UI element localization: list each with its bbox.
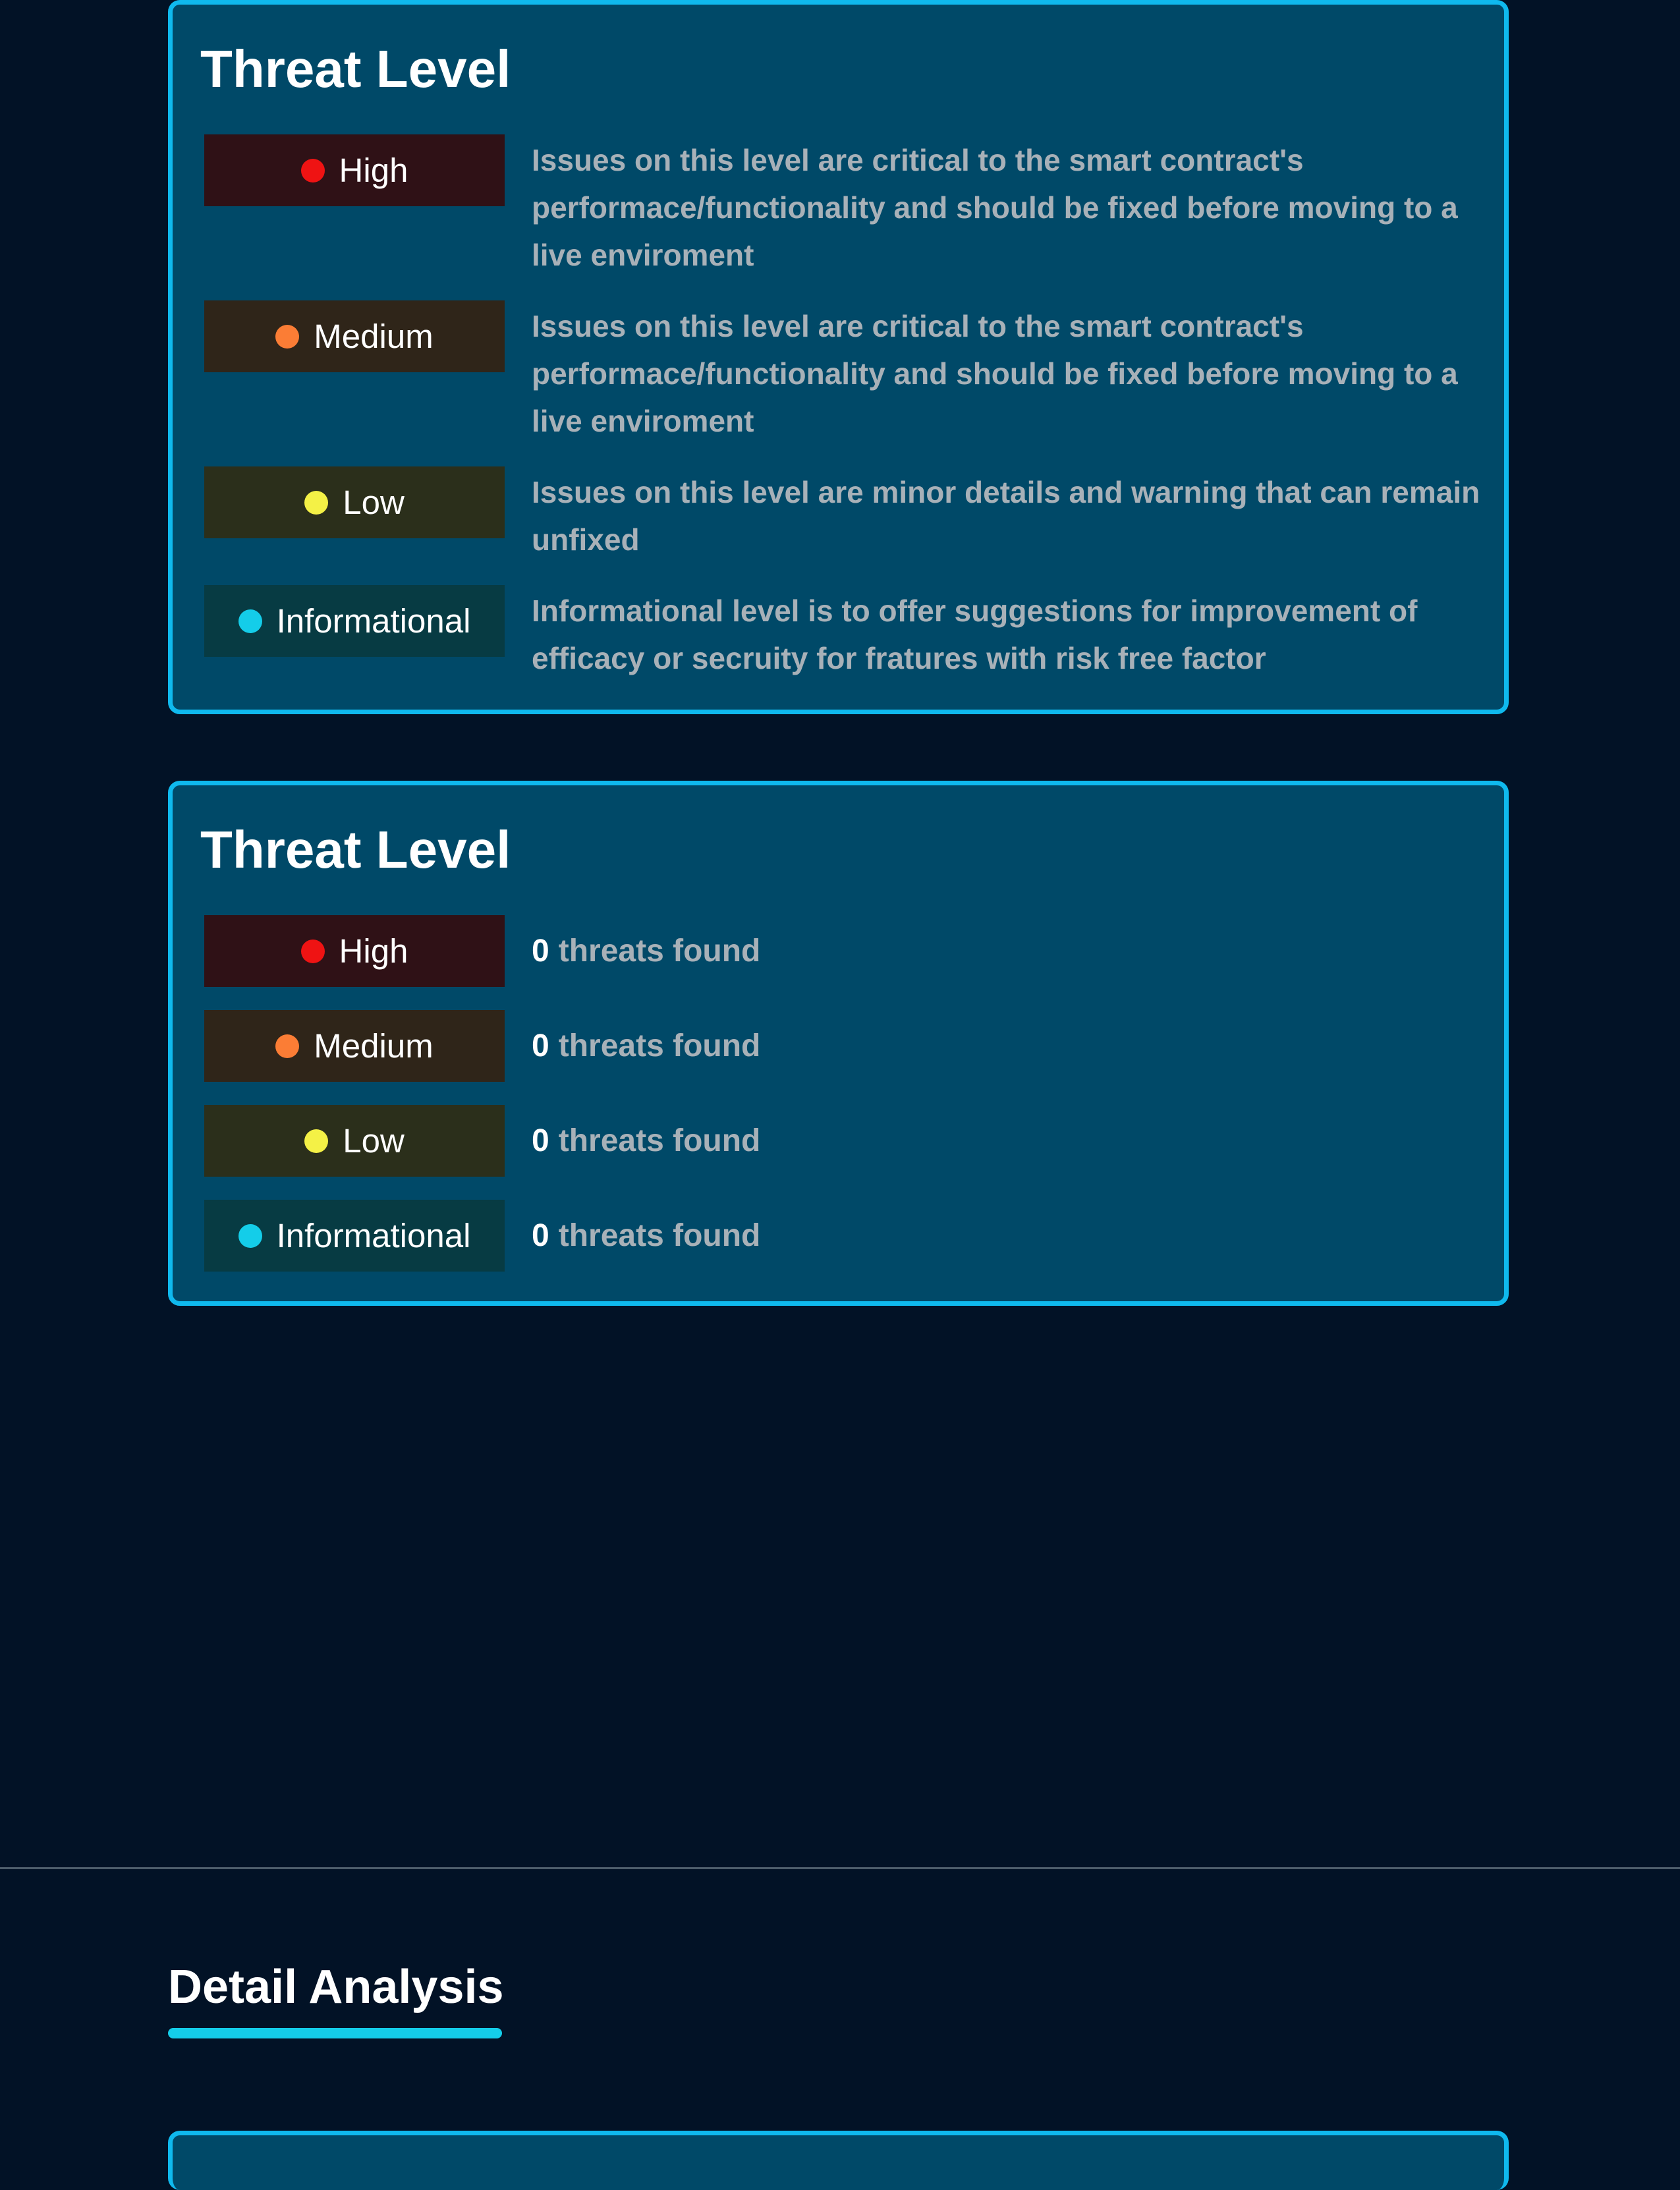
count-value: 0 bbox=[532, 1218, 549, 1253]
detail-analysis-card bbox=[168, 2131, 1509, 2190]
count-suffix: threats found bbox=[558, 1218, 761, 1253]
level-description-low: Issues on this level are minor details and warning that can remain unfixed bbox=[532, 475, 1480, 557]
badge-low bbox=[204, 466, 505, 538]
cyan-dot-icon bbox=[238, 1224, 262, 1248]
orange-dot-icon bbox=[275, 325, 299, 349]
badge-informational bbox=[204, 1200, 505, 1272]
orange-dot-icon bbox=[275, 1034, 299, 1058]
count-value: 0 bbox=[532, 1028, 549, 1063]
section-title-underline bbox=[168, 2028, 502, 2038]
cyan-dot-icon bbox=[238, 609, 262, 633]
level-description-informational: Informational level is to offer suggestions for improvement of efficacy or secruity for fratures with risk free factor bbox=[532, 594, 1418, 675]
red-dot-icon bbox=[301, 940, 325, 963]
yellow-dot-icon bbox=[304, 1129, 328, 1153]
badge-low bbox=[204, 1105, 505, 1177]
count-suffix: threats found bbox=[558, 1028, 761, 1063]
level-description-high: Issues on this level are critical to the smart contract's performace/functionality and should be fixed before moving to a live enviroment bbox=[532, 143, 1458, 272]
count-value: 0 bbox=[532, 1123, 549, 1158]
badge-label: Informational bbox=[276, 602, 471, 640]
threat-definitions-card bbox=[168, 0, 1509, 714]
threat-count-medium bbox=[532, 1010, 760, 1082]
count-suffix: threats found bbox=[558, 1123, 761, 1158]
badge-label: Medium bbox=[314, 1027, 434, 1065]
section-divider bbox=[0, 1867, 1680, 1869]
badge-label: Informational bbox=[276, 1217, 471, 1254]
card-title: Threat Level bbox=[200, 40, 511, 98]
badge-label: Low bbox=[343, 1122, 405, 1160]
section-title: Detail Analysis bbox=[168, 1961, 504, 2013]
badge-label: Low bbox=[343, 484, 405, 521]
threat-summary-card bbox=[168, 781, 1509, 1306]
badge-label: High bbox=[339, 932, 408, 970]
badge-medium bbox=[204, 1010, 505, 1082]
red-dot-icon bbox=[301, 159, 325, 182]
yellow-dot-icon bbox=[304, 491, 328, 515]
threat-count-informational bbox=[532, 1200, 760, 1272]
badge-label: Medium bbox=[314, 318, 434, 355]
badge-informational bbox=[204, 585, 505, 657]
level-description-medium: Issues on this level are critical to the smart contract's performace/functionality and should be fixed before moving to a live enviroment bbox=[532, 309, 1458, 438]
count-value: 0 bbox=[532, 934, 549, 969]
threat-count-high bbox=[532, 915, 760, 987]
badge-medium bbox=[204, 300, 505, 372]
badge-high bbox=[204, 134, 505, 206]
card-title: Threat Level bbox=[200, 820, 511, 879]
badge-label: High bbox=[339, 152, 408, 189]
threat-count-low bbox=[532, 1105, 760, 1177]
count-suffix: threats found bbox=[558, 934, 761, 969]
badge-high bbox=[204, 915, 505, 987]
